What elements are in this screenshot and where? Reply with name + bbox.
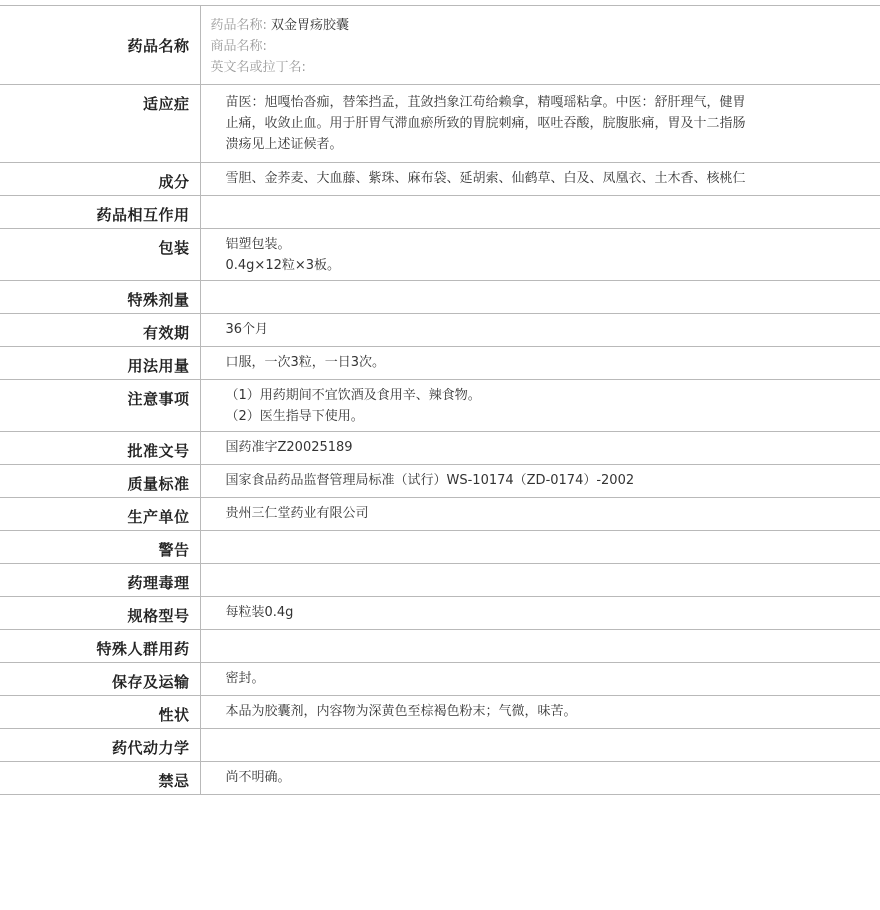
label-toxicology: 药理毒理 xyxy=(0,564,200,597)
row-interactions xyxy=(0,196,880,229)
value-indications xyxy=(200,85,880,163)
label-special-dosage: 特殊剂量 xyxy=(0,281,200,314)
row-drug-name xyxy=(0,6,880,85)
precaution-line: （1）用药期间不宜饮酒及食用辛、辣食物。 xyxy=(225,388,481,403)
value-approval-no: 国药准字Z20025189 xyxy=(200,432,880,465)
value-precautions xyxy=(200,380,880,432)
row-description xyxy=(0,696,880,729)
row-manufacturer xyxy=(0,498,880,531)
row-special-population xyxy=(0,630,880,663)
value-special-population xyxy=(200,630,880,663)
value-usage: 口服，一次3粒，一日3次。 xyxy=(200,347,880,380)
label-description: 性状 xyxy=(0,696,200,729)
row-ingredients xyxy=(0,163,880,196)
value-packaging xyxy=(200,229,880,281)
label-approval-no: 批准文号 xyxy=(0,432,200,465)
generic-name-label: 药品名称: xyxy=(210,18,267,33)
value-toxicology xyxy=(200,564,880,597)
label-standard: 质量标准 xyxy=(0,465,200,498)
value-pharmacokinetics xyxy=(200,729,880,762)
row-approval-no xyxy=(0,432,880,465)
value-ingredients: 雪胆、金荞麦、大血藤、紫珠、麻布袋、延胡索、仙鹤草、白及、凤凰衣、土木香、核桃仁 xyxy=(200,163,880,196)
label-specification: 规格型号 xyxy=(0,597,200,630)
packaging-line: 铝塑包装。 xyxy=(225,237,291,252)
row-warning xyxy=(0,531,880,564)
value-shelf-life: 36个月 xyxy=(200,314,880,347)
row-contraindications xyxy=(0,762,880,795)
value-specification: 每粒装0.4g xyxy=(200,597,880,630)
value-description: 本品为胶囊剂，内容物为深黄色至棕褐色粉末；气微，味苦。 xyxy=(200,696,880,729)
indications-line: 溃疡见上述证候者。 xyxy=(225,137,343,152)
row-storage xyxy=(0,663,880,696)
value-manufacturer: 贵州三仁堂药业有限公司 xyxy=(200,498,880,531)
row-standard xyxy=(0,465,880,498)
row-specification xyxy=(0,597,880,630)
value-interactions xyxy=(200,196,880,229)
row-shelf-life xyxy=(0,314,880,347)
value-contraindications: 尚不明确。 xyxy=(200,762,880,795)
precaution-line: （2）医生指导下使用。 xyxy=(225,409,364,424)
label-ingredients: 成分 xyxy=(0,163,200,196)
label-special-population: 特殊人群用药 xyxy=(0,630,200,663)
drug-spec-table xyxy=(0,5,880,795)
english-name-label: 英文名或拉丁名: xyxy=(210,60,306,75)
label-shelf-life: 有效期 xyxy=(0,314,200,347)
indications-line: 止痛，收敛止血。用于肝胃气滞血瘀所致的胃脘刺痛，呕吐吞酸，脘腹胀痛，胃及十二指肠 xyxy=(225,116,746,131)
label-storage: 保存及运输 xyxy=(0,663,200,696)
row-precautions xyxy=(0,380,880,432)
label-warning: 警告 xyxy=(0,531,200,564)
label-interactions: 药品相互作用 xyxy=(0,196,200,229)
label-drug-name: 药品名称 xyxy=(0,6,200,85)
row-pharmacokinetics xyxy=(0,729,880,762)
value-storage: 密封。 xyxy=(200,663,880,696)
row-special-dosage xyxy=(0,281,880,314)
value-special-dosage xyxy=(200,281,880,314)
label-precautions: 注意事项 xyxy=(0,380,200,432)
label-packaging: 包装 xyxy=(0,229,200,281)
generic-name-value: 双金胃疡胶囊 xyxy=(271,18,350,33)
label-contraindications: 禁忌 xyxy=(0,762,200,795)
row-usage xyxy=(0,347,880,380)
value-warning xyxy=(200,531,880,564)
packaging-line: 0.4g×12粒×3板。 xyxy=(225,258,341,273)
label-indications: 适应症 xyxy=(0,85,200,163)
value-standard: 国家食品药品监督管理局标准（试行）WS-10174（ZD-0174）-2002 xyxy=(200,465,880,498)
label-manufacturer: 生产单位 xyxy=(0,498,200,531)
label-usage: 用法用量 xyxy=(0,347,200,380)
trade-name-label: 商品名称: xyxy=(210,39,267,54)
indications-line: 苗医：旭嘎怡沓痂，替笨挡孟，苴敛挡象江苟给赖拿，精嘎瑶粘拿。中医：舒肝理气，健胃 xyxy=(225,95,746,110)
row-indications xyxy=(0,85,880,163)
row-packaging xyxy=(0,229,880,281)
row-toxicology xyxy=(0,564,880,597)
label-pharmacokinetics: 药代动力学 xyxy=(0,729,200,762)
value-drug-name xyxy=(200,6,880,85)
